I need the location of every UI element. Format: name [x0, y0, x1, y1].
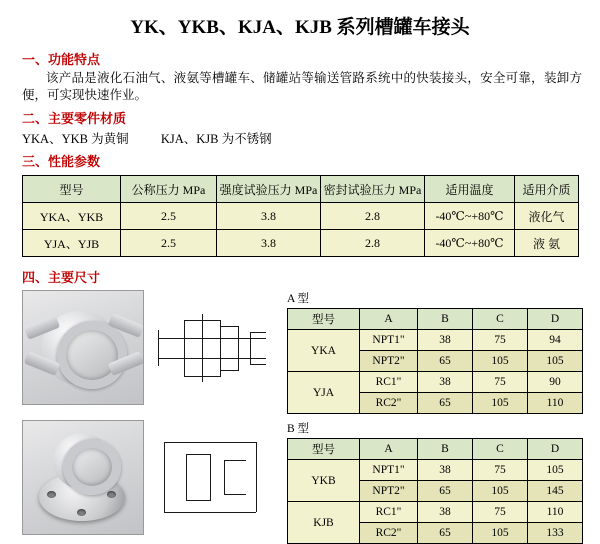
dimA-r1-c2: 65 [418, 351, 473, 372]
technical-drawing-a [150, 290, 275, 403]
perf-r0-c3: 2.8 [321, 203, 425, 230]
performance-table [22, 175, 579, 257]
section-heading-material: 二、主要零件材质 [22, 111, 127, 126]
dimA-col-1: A [360, 309, 418, 330]
dimA-r1-c4: 105 [528, 351, 583, 372]
dimB-r2-c1: RC1" [360, 502, 418, 523]
features-paragraph: 该产品是液化石油气、液氨等槽罐车、储罐站等输送管路系统中的快装接头，安全可靠，装卸方便，可实现快速作业。 [22, 71, 582, 102]
dimB-r0-c2: 38 [418, 460, 473, 481]
perf-r1-c0: YJA、YJB [23, 230, 121, 257]
table-header-row [23, 176, 579, 203]
dimA-col-4: D [528, 309, 583, 330]
dimA-r0-c2: 38 [418, 330, 473, 351]
material-lines [22, 129, 600, 147]
dimension-table-a-label: A 型 [287, 293, 310, 305]
dimB-r0-c3: 75 [473, 460, 528, 481]
dimA-r0-c3: 75 [473, 330, 528, 351]
dimB-col-1: A [360, 439, 418, 460]
table-row [288, 460, 583, 481]
dimB-r3-c1: RC2" [360, 523, 418, 544]
perf-r0-c5: 液化气 [515, 203, 579, 230]
dimB-col-2: B [418, 439, 473, 460]
dimA-col-0: 型号 [288, 309, 360, 330]
dimension-row-a [22, 290, 582, 414]
dimA-r1-c3: 105 [473, 351, 528, 372]
dimB-r0-c1: NPT1" [360, 460, 418, 481]
dimA-r2-c1: RC1" [360, 372, 418, 393]
dimB-r3-c2: 65 [418, 523, 473, 544]
dimA-r2-c2: 38 [418, 372, 473, 393]
table-row [288, 502, 583, 523]
dimension-table-a-wrap [287, 290, 583, 414]
dimA-r0-model: YKA [288, 330, 360, 372]
dimB-r3-c4: 133 [528, 523, 583, 544]
dimA-r2-c4: 90 [528, 372, 583, 393]
dimA-r3-c1: RC2" [360, 393, 418, 414]
technical-drawing-b [150, 420, 275, 533]
dimB-col-3: C [473, 439, 528, 460]
perf-col-2: 强度试验压力 MPa [217, 176, 321, 203]
table-row [23, 203, 579, 230]
dimB-r0-c4: 105 [528, 460, 583, 481]
dimension-table-b-label: B 型 [287, 423, 310, 435]
perf-col-4: 适用温度 [425, 176, 515, 203]
dimA-r3-c4: 110 [528, 393, 583, 414]
dimensions-area [22, 290, 582, 544]
section-heading-performance: 三、性能参数 [22, 154, 101, 169]
dimA-r0-c1: NPT1" [360, 330, 418, 351]
dimA-r2-c3: 75 [473, 372, 528, 393]
table-row [23, 230, 579, 257]
dimension-table-b-wrap [287, 420, 583, 544]
perf-r0-c4: -40℃~+80℃ [425, 203, 515, 230]
dimB-r1-c2: 65 [418, 481, 473, 502]
dimB-r2-c3: 75 [473, 502, 528, 523]
perf-col-0: 型号 [23, 176, 121, 203]
dimA-r1-c1: NPT2" [360, 351, 418, 372]
dimB-col-4: D [528, 439, 583, 460]
perf-r0-c0: YKA、YKB [23, 203, 121, 230]
dimB-r1-c3: 105 [473, 481, 528, 502]
table-header-row [288, 439, 583, 460]
material-line-left: YKA、YKB 为黄铜 [22, 132, 129, 146]
section-heading-dimensions: 四、主要尺寸 [22, 270, 101, 285]
dimB-r3-c3: 105 [473, 523, 528, 544]
dimA-r3-c2: 65 [418, 393, 473, 414]
perf-col-1: 公称压力 MPa [121, 176, 217, 203]
perf-col-3: 密封试验压力 MPa [321, 176, 425, 203]
dimA-r2-model: YJA [288, 372, 360, 414]
perf-r1-c4: -40℃~+80℃ [425, 230, 515, 257]
perf-r1-c3: 2.8 [321, 230, 425, 257]
product-photo-a [22, 290, 144, 405]
dimA-r0-c4: 94 [528, 330, 583, 351]
dimA-r3-c3: 105 [473, 393, 528, 414]
perf-col-5: 适用介质 [515, 176, 579, 203]
dimB-col-0: 型号 [288, 439, 360, 460]
dimB-r1-c4: 145 [528, 481, 583, 502]
perf-r0-c2: 3.8 [217, 203, 321, 230]
dimension-row-b [22, 420, 582, 544]
dimB-r0-model: YKB [288, 460, 360, 502]
table-row [288, 372, 583, 393]
section-heading-features: 一、功能特点 [22, 52, 101, 67]
dimension-table-a [287, 308, 583, 414]
perf-r1-c5: 液 氨 [515, 230, 579, 257]
dimA-col-2: B [418, 309, 473, 330]
product-photo-b [22, 420, 144, 535]
perf-r1-c1: 2.5 [121, 230, 217, 257]
table-row [288, 330, 583, 351]
perf-r1-c2: 3.8 [217, 230, 321, 257]
dimB-r2-c4: 110 [528, 502, 583, 523]
page-title: YK、YKB、KJA、KJB 系列槽罐车接头 [130, 17, 470, 38]
dimB-r2-model: KJB [288, 502, 360, 544]
table-header-row [288, 309, 583, 330]
material-line-right: KJA、KJB 为不锈钢 [160, 132, 272, 146]
dimB-r2-c2: 38 [418, 502, 473, 523]
dimA-col-3: C [473, 309, 528, 330]
dimension-table-b [287, 438, 583, 544]
perf-r0-c1: 2.5 [121, 203, 217, 230]
dimB-r1-c1: NPT2" [360, 481, 418, 502]
